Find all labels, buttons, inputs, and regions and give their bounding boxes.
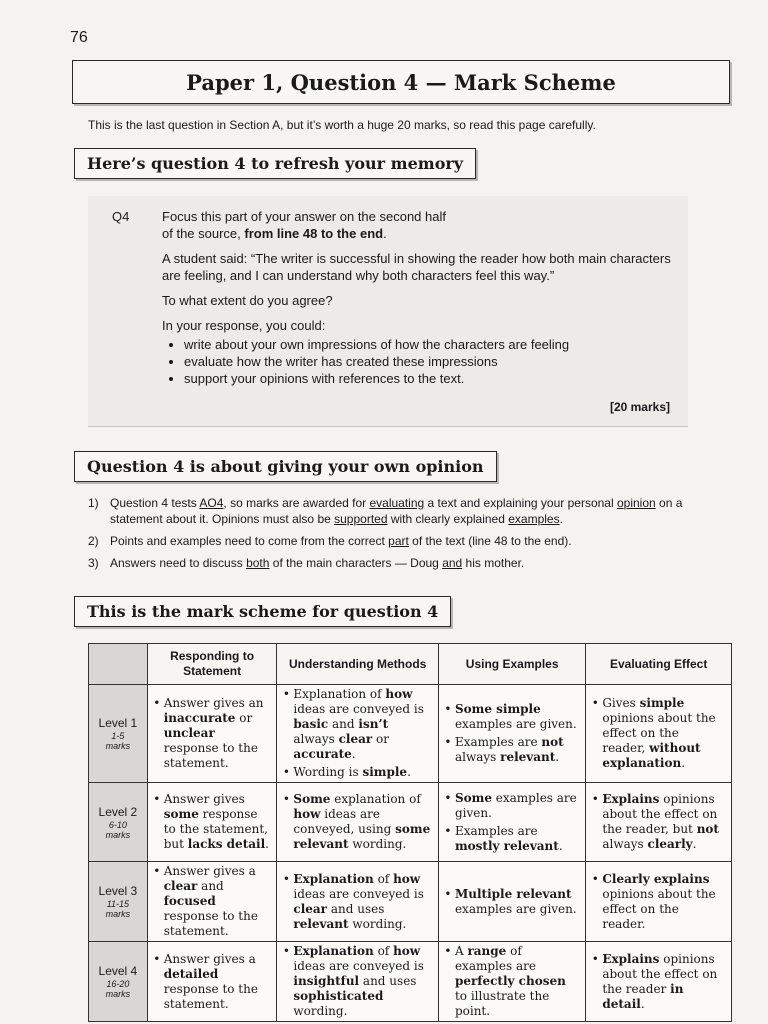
level-cell: Level 4 16-20 marks [89, 942, 148, 1022]
table-cell: • Explanation of how ideas are conveyed is clear and uses relevant wording. [277, 862, 439, 942]
table-cell: • Clearly explains opinions about the effect on the reader. [586, 862, 732, 942]
col-header: Evaluating Effect [586, 644, 732, 685]
col-header: Using Examples [438, 644, 585, 685]
table-row [89, 862, 732, 942]
focus-text-b: of the source, [162, 226, 245, 241]
col-header: Understanding Methods [277, 644, 439, 685]
table-row [89, 942, 732, 1022]
focus-end: . [383, 226, 387, 241]
point-number: 3) [88, 556, 99, 570]
point-text: Answers need to discuss both of the main characters — Doug and his mother. [110, 556, 525, 570]
table-cell: • Explanation of how ideas are conveyed is insightful and uses sophisticated wording. [277, 942, 439, 1022]
question-focus [162, 208, 682, 242]
question-label: Q4 [112, 209, 130, 224]
table-cell: • Explains opinions about the effect on the reader, but not always clearly. [586, 783, 732, 862]
page-title: Paper 1, Question 4 — Mark Scheme [72, 60, 730, 104]
section-heading-question: Here’s question 4 to refresh your memory [74, 148, 476, 179]
table-cell: • A range of examples are perfectly chosen to illustrate the point. [438, 942, 585, 1022]
level-cell: Level 3 11-15 marks [89, 862, 148, 942]
point-text: Points and examples need to come from the correct part of the text (line 48 to the end). [110, 534, 572, 548]
question-body [162, 208, 682, 387]
table-cell: • Some simple examples are given. • Examples are not always relevant. [438, 685, 585, 783]
table-cell: • Answer gives some response to the statement, but lacks detail. [147, 783, 277, 862]
question-lead: In your response, you could: [162, 318, 326, 333]
table-cell: • Some explanation of how ideas are conveyed, using some relevant wording. [277, 783, 439, 862]
section-heading-mark-scheme: This is the mark scheme for question 4 [74, 596, 451, 627]
question-bullet: • evaluate how the writer has created these impressions [184, 353, 682, 370]
table-cell: • Explanation of how ideas are conveyed is basic and isn’t always clear or accurate. • Wording is simple. [277, 685, 439, 783]
table-cell: • Answer gives a detailed response to the statement. [147, 942, 277, 1022]
mark-scheme-table [88, 643, 732, 1022]
section-heading-opinion: Question 4 is about giving your own opinion [74, 451, 497, 482]
point-item [88, 495, 728, 527]
focus-text-a: Focus this part of your answer on the second half [162, 209, 446, 224]
intro-text: This is the last question in Section A, but it’s worth a huge 20 marks, so read this page carefully. [88, 118, 596, 132]
table-header-row [89, 644, 732, 685]
table-cell: • Multiple relevant examples are given. [438, 862, 585, 942]
col-header: Responding to Statement [147, 644, 277, 685]
question-quote: A student said: “The writer is successful in showing the reader how both main characters are feeling, and I can understand why both characters feel this way.” [162, 251, 671, 283]
point-item [88, 555, 728, 571]
table-cell: • Some examples are given. • Examples are mostly relevant. [438, 783, 585, 862]
point-number: 1) [88, 496, 99, 510]
question-marks: [20 marks] [609, 400, 670, 414]
question-ask: To what extent do you agree? [162, 293, 333, 308]
table-cell: • Gives simple opinions about the effect on the reader, without explanation. [586, 685, 732, 783]
question-box [88, 196, 688, 427]
question-bullets [162, 336, 682, 387]
question-bullet: • support your opinions with references to the text. [184, 370, 682, 387]
level-cell: Level 2 6-10 marks [89, 783, 148, 862]
point-item [88, 533, 728, 549]
point-number: 2) [88, 534, 99, 548]
level-cell: Level 1 1-5 marks [89, 685, 148, 783]
page-number: 76 [70, 29, 88, 46]
point-text: Question 4 tests AO4, so marks are awarded for evaluating a text and explaining your personal opinion on a statement about it. Opinions must also be supported with clearly explained examples. [110, 496, 683, 526]
table-row [89, 685, 732, 783]
table-cell: • Explains opinions about the effect on the reader in detail. [586, 942, 732, 1022]
table-cell: • Answer gives an inaccurate or unclear response to the statement. [147, 685, 277, 783]
table-corner [89, 644, 148, 685]
table-row [89, 783, 732, 862]
question-bullet: • write about your own impressions of how the characters are feeling [184, 336, 682, 353]
focus-range: from line 48 to the end [244, 226, 384, 241]
table-cell: • Answer gives a clear and focused response to the statement. [147, 862, 277, 942]
key-points [88, 495, 728, 577]
